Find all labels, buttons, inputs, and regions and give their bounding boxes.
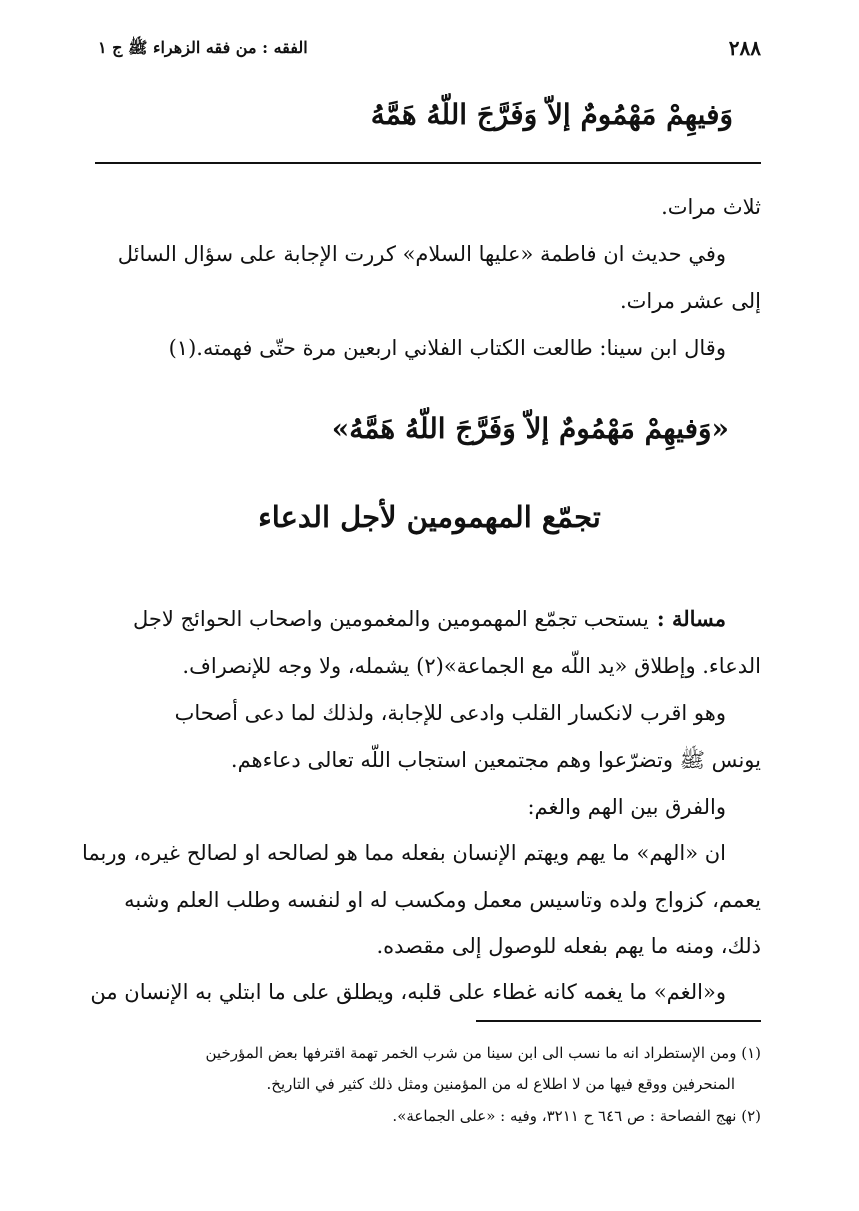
body-line: الدعاء. وإطلاق «يد اللّه مع الجماعة»(٢) يشمله، ولا وجه للإنصراف. [182,654,761,678]
body-line: ذلك، ومنه ما يهم بفعله للوصول إلى مقصده. [376,934,761,958]
paragraph-line: وفي حديث ان فاطمة «عليها السلام» كررت الإجابة على سؤال السائل [117,242,726,266]
top-heading: وَفيهِمْ مَهْمُومٌ إلاّ وَفَرَّجَ اللّهُ هَمَّهُ [370,98,733,131]
footnote-line: (١) ومن الإستطراد انه ما نسب الى ابن سينا من شرب الخمر تهمة اقترفها بعض المؤرخين [205,1044,761,1062]
body-line: ان «الهم» ما يهم ويهتم الإنسان بفعله مما هو لصالحه او لصالح غيره، وربما [82,841,726,865]
body-line [98,605,726,633]
body-line: والفرق بين الهم والغم: [527,795,726,819]
body-line: وهو اقرب لانكسار القلب وادعى للإجابة، ولذلك لما دعى أصحاب [174,701,726,725]
body-line: يونس ﷺ وتضرّعوا وهم مجتمعين استجاب اللّه تعالى دعاءهم. [230,748,761,772]
running-title: الفقه : من فقه الزهراء ﷺ ج ١ [98,38,308,57]
body-line: يعمم، كزواج ولده وتاسيس معمل ومكسب له او لنفسه وطلب العلم وشبه [124,888,761,912]
quote-heading: «وَفيهِمْ مَهْمُومٌ إلاّ وَفَرَّجَ اللّهُ هَمَّهُ» [331,412,729,445]
top-divider [95,162,761,164]
paragraph-line: ثلاث مرات. [661,195,761,219]
body-text: يستحب تجمّع المهمومين والمغمومين واصحاب الحوائج لاجل [132,607,649,631]
section-title: تجمّع المهمومين لأجل الدعاء [258,500,601,534]
footnote-line: المنحرفين ووقع فيها من لا اطلاع له من المؤمنين ومثل ذلك كثير في التاريخ. [266,1075,735,1093]
masala-label: مسالة : [656,606,726,631]
body-line: و«الغم» ما يغمه كانه غطاء على قلبه، ويطلق على ما ابتلي به الإنسان من [90,980,726,1004]
page-number: ٢٨٨ [728,36,761,60]
paragraph-line: إلى عشر مرات. [619,289,761,313]
page-header [98,36,761,66]
paragraph-line: وقال ابن سينا: طالعت الكتاب الفلاني اربعين مرة حتّى فهمته.(١) [168,336,726,360]
footnote-divider [476,1020,761,1022]
footnote-line: (٢) نهج الفصاحة : ص ٦٤٦ ح ٣٢١١، وفيه : «على الجماعة». [392,1107,761,1125]
